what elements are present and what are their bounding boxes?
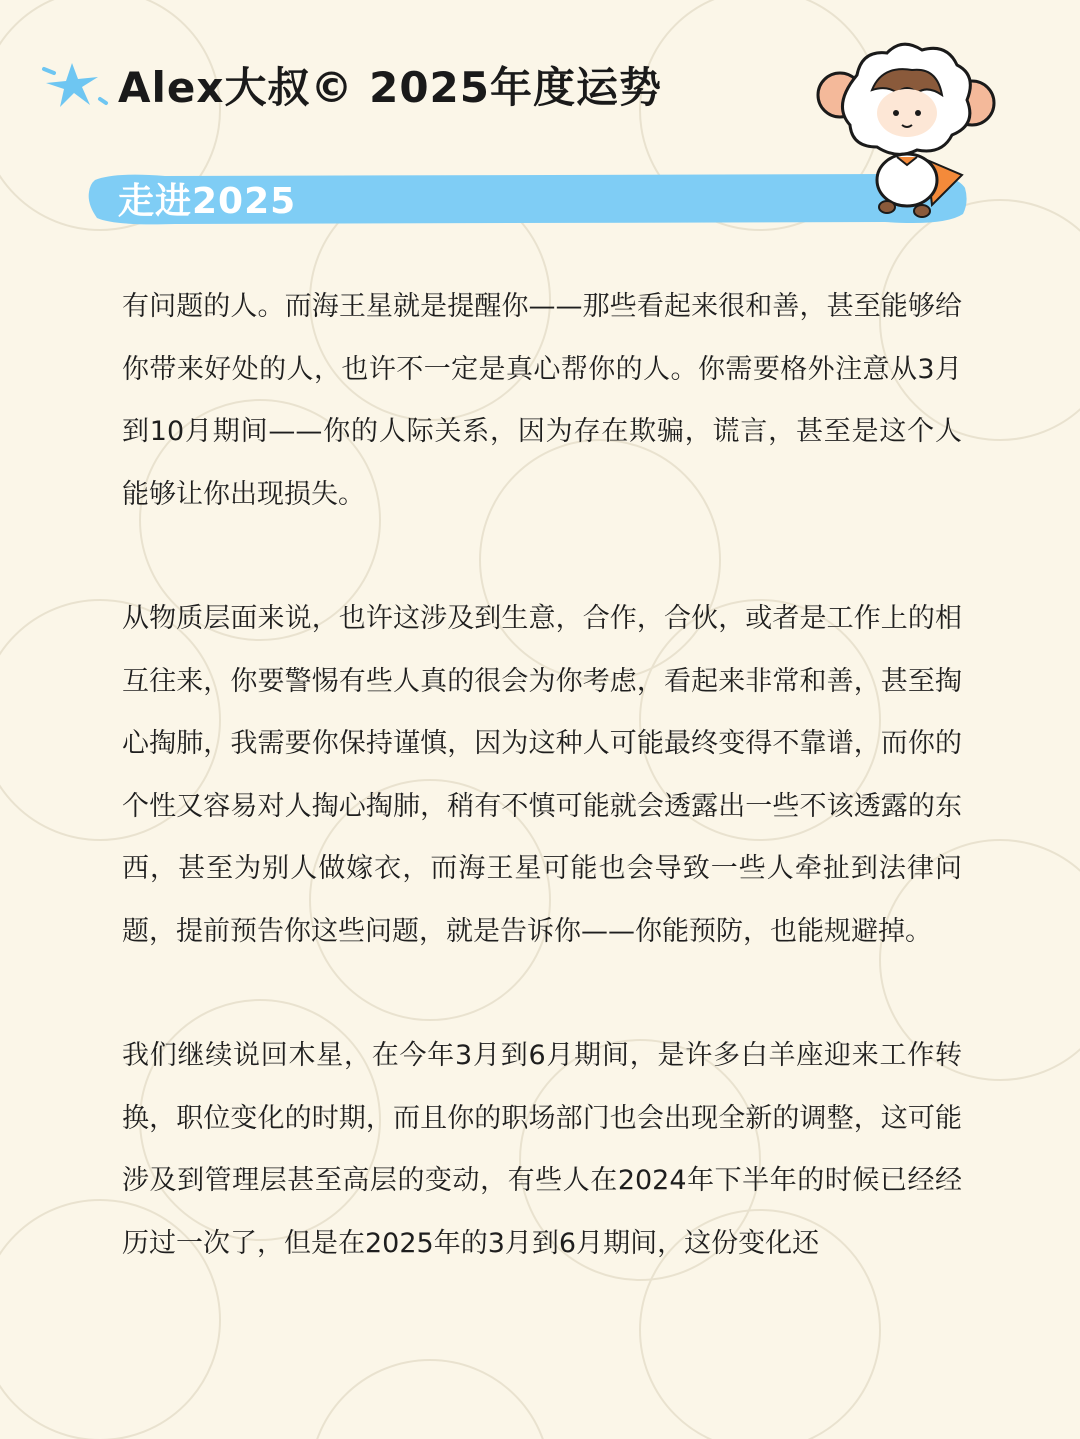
article-body (122, 276, 962, 1337)
sheep-mascot-icon (812, 35, 1002, 220)
page-title: Alex大叔© 2025年度运势 (118, 63, 662, 112)
sparkle-icon (40, 55, 110, 115)
paragraph: 我们继续说回木星，在今年3月到6月期间，是许多白羊座迎来工作转换，职位变化的时期，而且你的职场部门也会出现全新的调整，这可能涉及到管理层甚至高层的变动，有些人在2024年下半年的时候已经经历过一次了，但是在2025年的3月到6月期间，这份变化还 (122, 1040, 962, 1259)
paragraph: 有问题的人。而海王星就是提醒你——那些看起来很和善，甚至能够给你带来好处的人，也许不一定是真心帮你的人。你需要格外注意从3月到10月期间——你的人际关系，因为存在欺骗，谎言，甚至是这个人能够让你出现损失。 (122, 291, 962, 510)
section-heading: 走进2025 (118, 181, 297, 222)
paragraph: 从物质层面来说，也许这涉及到生意，合作，合伙，或者是工作上的相互往来，你要警惕有些人真的很会为你考虑，看起来非常和善，甚至掏心掏肺，我需要你保持谨慎，因为这种人可能最终变得不靠谱，而你的个性又容易对人掏心掏肺，稍有不慎可能就会透露出一些不该透露的东西，甚至为别人做嫁衣，而海王星可能也会导致一些人牵扯到法律问题，提前预告你这些问题，就是告诉你——你能预防，也能规避掉。 (122, 603, 962, 947)
page-header (40, 55, 662, 115)
